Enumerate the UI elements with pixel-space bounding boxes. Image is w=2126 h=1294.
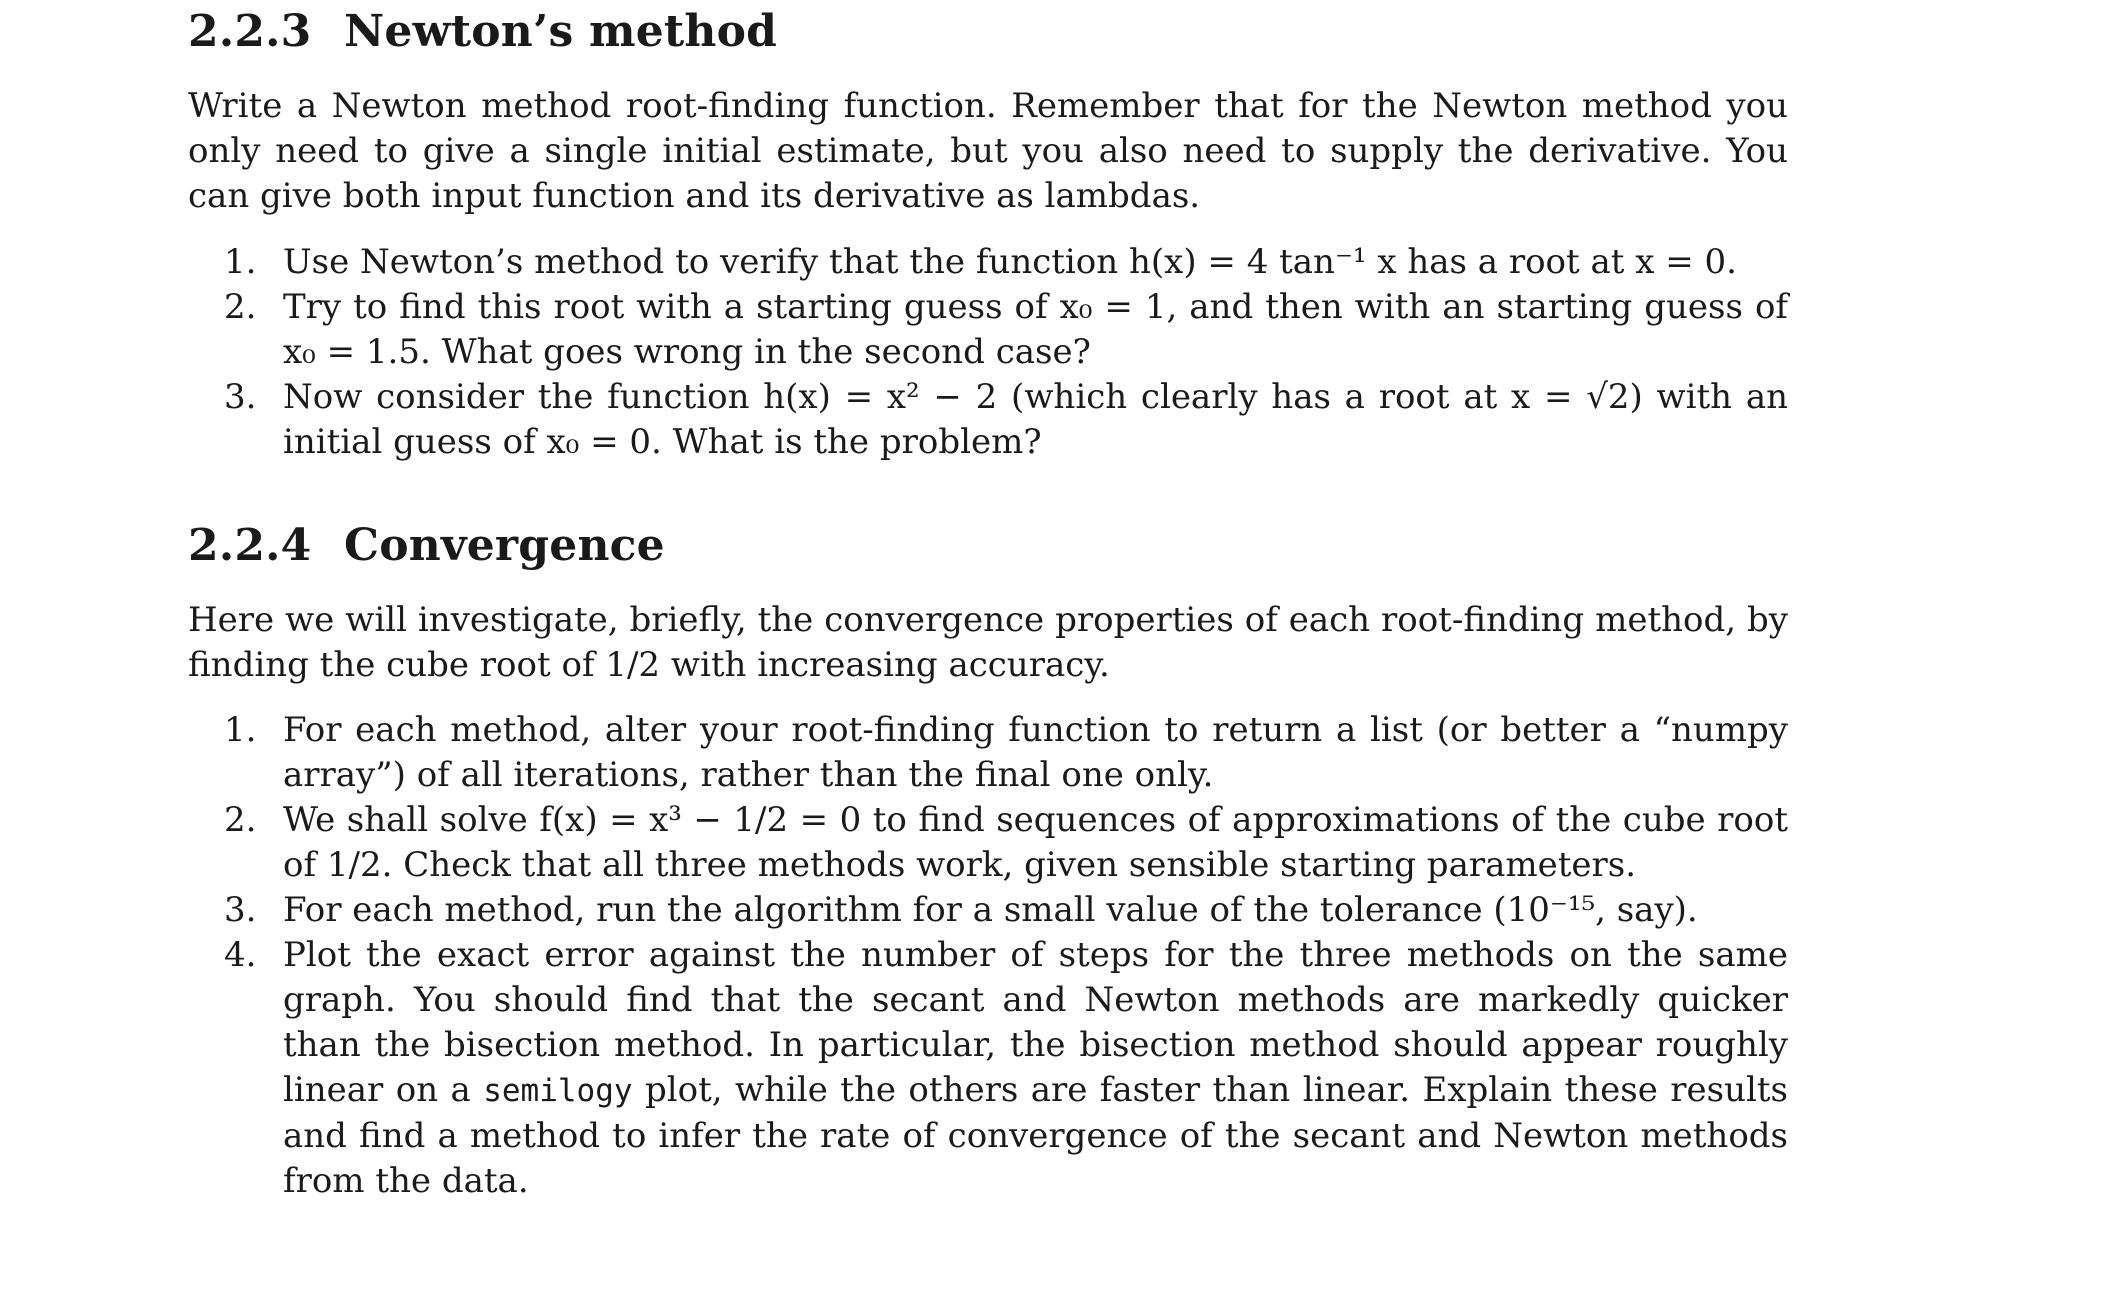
- list-item: [188, 888, 1788, 933]
- section-title: Newton’s method: [344, 6, 778, 57]
- section-intro-paragraph: Here we will investigate, briefly, the convergence properties of each root-finding method, by finding the cube root of 1/2 with increasing accuracy.: [188, 600, 1788, 685]
- section-intro-paragraph: Write a Newton method root-finding function. Remember that for the Newton method you only need to give a single initial estimate, but you also need to supply the derivative. You can give both input function and its derivative as lambdas.: [188, 86, 1788, 216]
- list-marker: 3.: [224, 377, 257, 417]
- list-item-text-before: Plot the exact error against the number of steps for the three methods on the same graph. You should find that the secant and Newton methods are markedly quicker than the bisection method. In particular, the bisection method should appear roughly linear on a: [283, 935, 1788, 1110]
- list-marker: 3.: [224, 890, 257, 930]
- exercise-list-convergence: [188, 708, 1788, 1204]
- list-item-text: Use Newton’s method to verify that the function h(x) = 4 tan⁻¹ x has a root at x = 0.: [283, 242, 1737, 282]
- list-item: [188, 285, 1788, 375]
- list-marker: 1.: [224, 242, 257, 282]
- list-marker: 2.: [224, 800, 257, 840]
- list-item-text: We shall solve f(x) = x³ − 1/2 = 0 to find sequences of approximations of the cube root of 1/2. Check that all three methods work, given sensible starting parameters.: [283, 800, 1788, 885]
- exercise-list-newton: [188, 240, 1788, 465]
- list-item: [188, 375, 1788, 465]
- inline-code-semilogy: semilogy: [483, 1073, 633, 1109]
- list-item-text: For each method, run the algorithm for a small value of the tolerance (10⁻¹⁵, say).: [283, 890, 1698, 930]
- list-marker: 4.: [224, 935, 257, 975]
- list-item: [188, 798, 1788, 888]
- list-item-text-after: plot, while the others are faster than linear. Explain these results and find a method to infer the rate of convergence of the secant and Newton methods from the data.: [283, 1070, 1788, 1201]
- section-number: 2.2.4: [188, 520, 312, 571]
- section-title: Convergence: [344, 520, 665, 571]
- section-heading-convergence: [188, 520, 665, 571]
- section-heading-newtons-method: [188, 6, 777, 57]
- list-marker: 2.: [224, 287, 257, 327]
- section-number: 2.2.3: [188, 6, 312, 57]
- list-item-text: For each method, alter your root-finding function to return a list (or better a “numpy array”) of all iterations, rather than the final one only.: [283, 710, 1788, 795]
- list-item: [188, 708, 1788, 798]
- list-item: [188, 933, 1788, 1204]
- list-item-text: Try to find this root with a starting guess of x₀ = 1, and then with an starting guess of x₀ = 1.5. What goes wrong in the second case?: [283, 287, 1788, 372]
- list-item: [188, 240, 1788, 285]
- list-marker: 1.: [224, 710, 257, 750]
- list-item-text: Now consider the function h(x) = x² − 2 (which clearly has a root at x = √2) with an initial guess of x₀ = 0. What is the problem?: [283, 377, 1788, 462]
